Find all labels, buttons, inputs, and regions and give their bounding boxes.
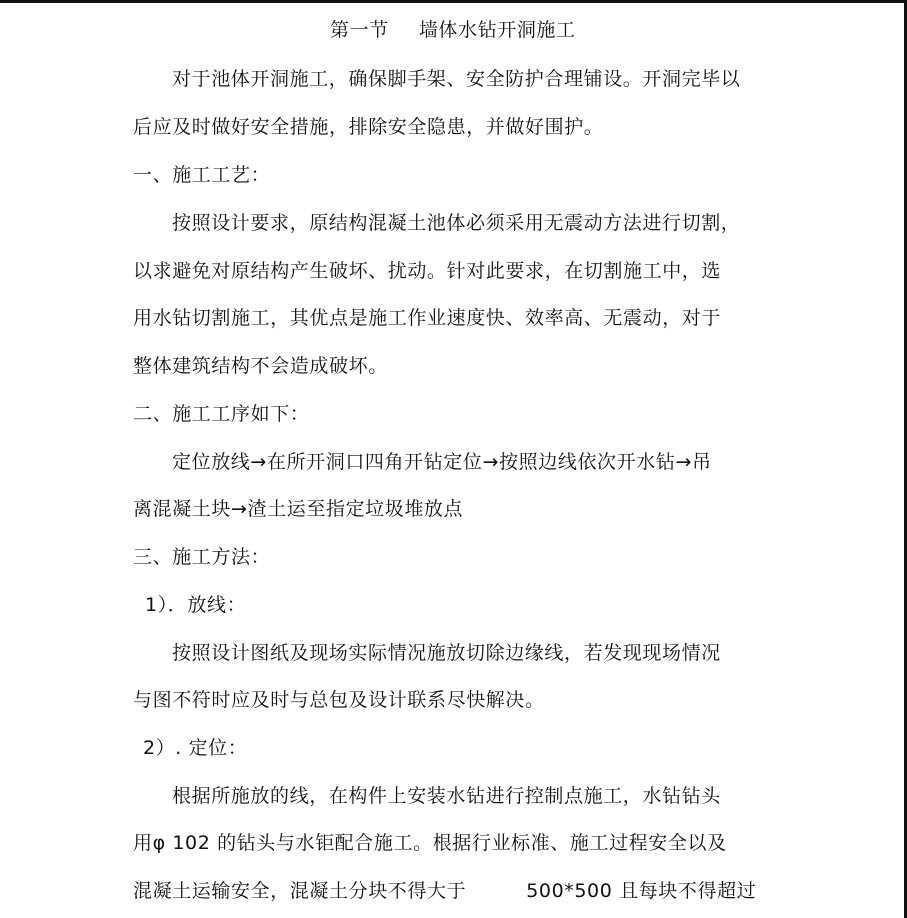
paragraph-line: 用φ 102 的钻头与水钜配合施工。根据行业标准、施工过程安全以及 [133,832,727,854]
heading-1: 一、施工工艺： [133,164,271,186]
section-heading: 墙体水钻开洞施工 [418,19,576,41]
paragraph-line: 整体建筑结构不会造成破坏。 [133,355,388,377]
paragraph-line: 用水钻切割施工，其优点是施工作业速度快、效率高、无震动，对于 [133,307,722,329]
paragraph-line: 根据所施放的线，在构件上安装水钻进行控制点施工，水钻钻头 [172,785,721,807]
paragraph-line: 按照设计要求，原结构混凝土池体必须采用无震动方法进行切割， [172,212,741,234]
section-title [330,18,576,42]
paragraph-line: 后应及时做好安全措施，排除安全隐患，并做好围护。 [133,116,604,138]
subheading-2: 2）. 定位： [143,737,248,759]
heading-3: 三、施工方法： [133,546,271,568]
paragraph-line: 离混凝土块→渣土运至指定垃圾堆放点 [133,498,464,520]
paragraph-line: 以求避免对原结构产生破坏、扰动。针对此要求，在切割施工中，选 [133,260,722,282]
paragraph-line-last [133,879,756,903]
paragraph-line: 定位放线→在所开洞口四角开钻定位→按照边线依次开水钻→吊 [172,451,712,473]
last-line-values: 500*500 且每块不得超过 [526,880,757,902]
paragraph-line: 按照设计图纸及现场实际情况施放切除边缘线，若发现现场情况 [172,642,721,664]
last-line-text: 混凝土运输安全，混凝土分块不得大于 [133,880,467,902]
subheading-1: 1）．放线： [145,594,247,616]
paragraph-line: 与图不符时应及时与总包及设计联系尽快解决。 [133,689,545,711]
heading-2: 二、施工工序如下： [133,403,310,425]
paragraph-line: 对于池体开洞施工，确保脚手架、安全防护合理铺设。开洞完毕以 [172,68,741,90]
page-top-border [0,0,907,3]
section-number: 第一节 [330,19,389,41]
